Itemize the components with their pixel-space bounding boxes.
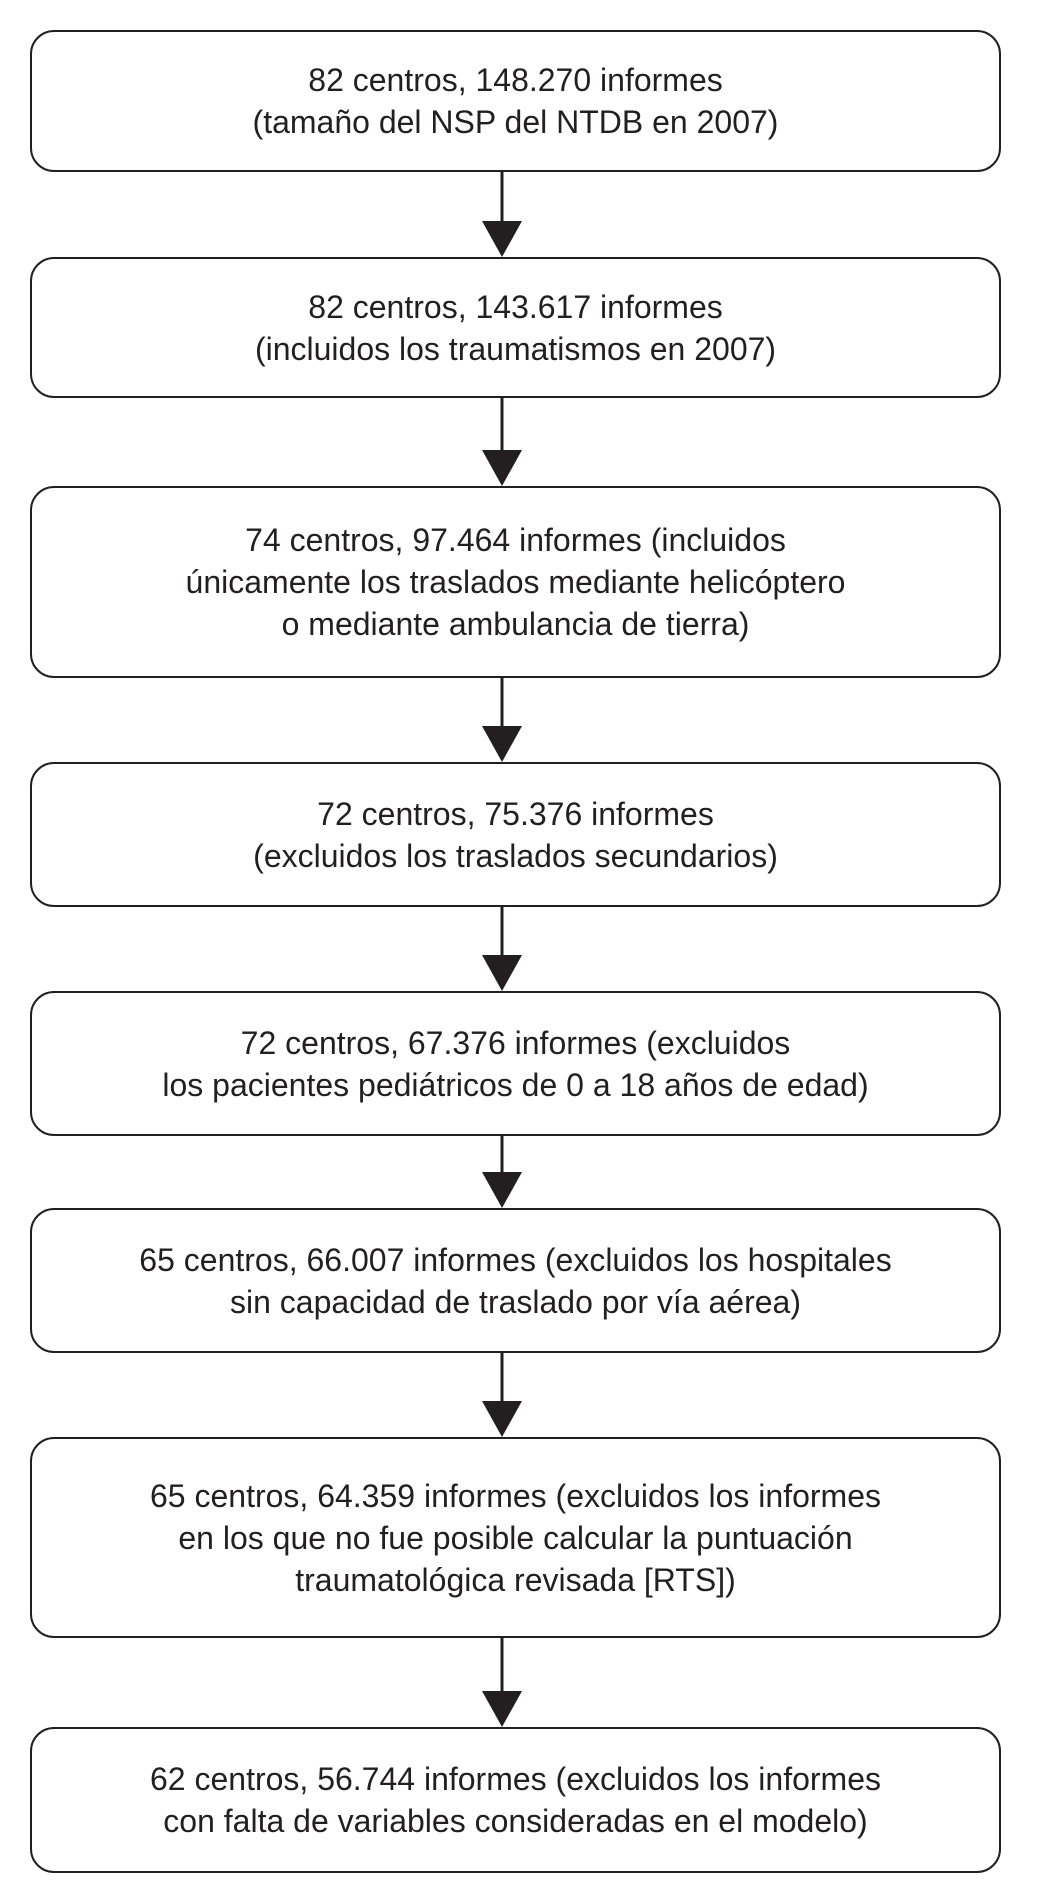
flow-step-text: traumatológica revisada [RTS]) (295, 1561, 736, 1598)
flow-step-text: únicamente los traslados mediante helicóptero (185, 564, 846, 600)
flow-step-text: 82 centros, 143.617 informes (308, 288, 723, 325)
flow-step-text: 72 centros, 67.376 informes (excluidos (240, 1024, 791, 1061)
down-arrow-icon (482, 678, 522, 762)
flow-step-text: con falta de variables consideradas en el modelo) (163, 1803, 868, 1839)
flow-step-text: 65 centros, 66.007 informes (excluidos los hospitales (139, 1241, 892, 1278)
down-arrow-icon (482, 1136, 522, 1208)
down-arrow-icon (482, 398, 522, 486)
down-arrow-icon (482, 907, 522, 991)
flow-step-text: 74 centros, 97.464 informes (incluidos (245, 522, 786, 558)
flow-step-text: en los que no fue posible calcular la puntuación (178, 1519, 853, 1556)
flow-step-text: 65 centros, 64.359 informes (excluidos los informes (149, 1477, 881, 1514)
flow-step-text: (incluidos los traumatismos en 2007) (254, 330, 777, 367)
down-arrow-icon (482, 1353, 522, 1437)
flow-step-text: (tamaño del NSP del NTDB en 2007) (252, 104, 779, 140)
flow-step-text: sin capacidad de traslado por vía aérea) (229, 1283, 801, 1320)
down-arrow-icon (482, 172, 522, 257)
flow-step-text: (excluidos los traslados secundarios) (253, 837, 778, 874)
flow-step-text: o mediante ambulancia de tierra) (281, 606, 750, 642)
flow-step-text: los pacientes pediátricos de 0 a 18 años de edad) (162, 1066, 869, 1103)
flow-step-text: 62 centros, 56.744 informes (excluidos los informes (149, 1761, 881, 1797)
down-arrow-icon (482, 1638, 522, 1727)
flow-step-text: 82 centros, 148.270 informes (308, 62, 723, 98)
flow-step-text: 72 centros, 75.376 informes (317, 795, 714, 832)
